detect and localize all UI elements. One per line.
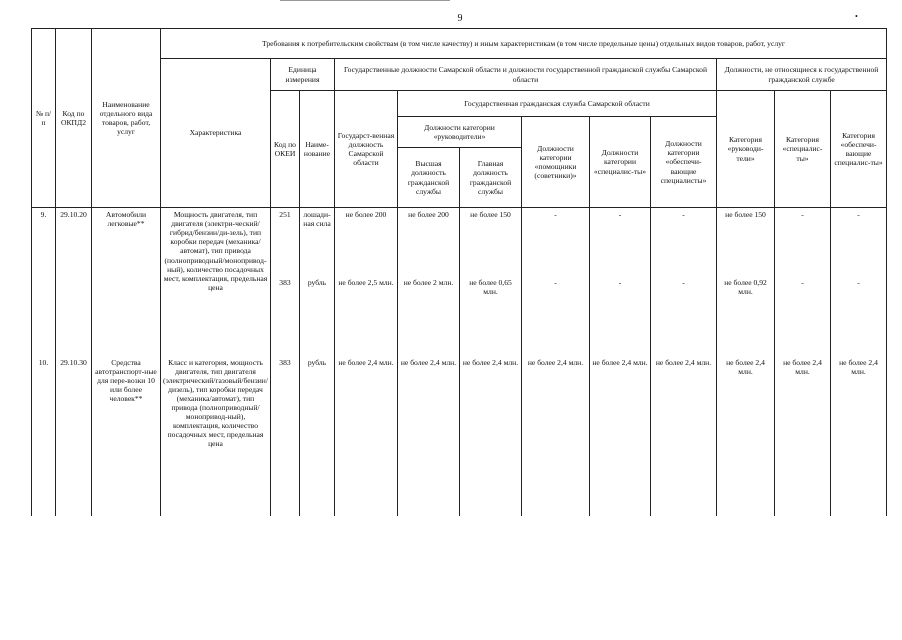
row10-cat-specialists: не более 2,4 млн. (775, 356, 831, 516)
row10-cat-managers: не более 2,4 млн. (717, 356, 775, 516)
row10-highest: не более 2,4 млн. (398, 356, 460, 516)
row9b-support: - (651, 276, 717, 356)
row9b-gov: не более 2,5 млн. (335, 276, 398, 356)
row9-characteristic: Мощность двигателя, тип двигателя (электри-ческий/гибрид/бензин/ди-зель), тип коробки передач (механика/ автомат), тип привода (полноприводный/монопривод-ный), количество посадочных мест, комплектация, предельная цена (161, 208, 271, 356)
row9b-specialists: - (590, 276, 651, 356)
row9b-okei: 383 (271, 276, 300, 356)
hdr-requirements: Требования к потребительским свойствам (в том числе качеству) и иным характеристикам (в том числе предельные цены) отдельных видов товаров, работ, услуг (161, 29, 887, 59)
row9a-unit: лошади-ная сила (300, 208, 335, 276)
row9-okpd: 29.10.20 (56, 208, 92, 356)
hdr-okei: Код по ОКЕИ (271, 91, 300, 208)
corner-mark: • (855, 12, 858, 21)
hdr-managers: Должности категории «руководители» (398, 117, 521, 148)
hdr-civil-service: Государственная гражданская служба Самарской области (398, 91, 717, 117)
row10-support: не более 2,4 млн. (651, 356, 717, 516)
row10-cat-support: не более 2,4 млн. (831, 356, 887, 516)
row10-num: 10. (32, 356, 56, 516)
hdr-non-gov: Должности, не относящиеся к государственной гражданской службе (717, 59, 887, 91)
hdr-cat-support: Категория «обеспечи-вающие специалис-ты» (831, 91, 887, 208)
table-row (32, 208, 887, 276)
row9b-highest: не более 2 млн. (398, 276, 460, 356)
hdr-main: Главная должность гражданской службы (469, 159, 512, 196)
row10-okpd: 29.10.30 (56, 356, 92, 516)
row9a-support: - (651, 208, 717, 276)
hdr-gov-pos: Государст-венная должность Самарской области (335, 91, 398, 208)
row9b-cat-support: - (831, 276, 887, 356)
hdr-okpd: Код по ОКПД2 (56, 29, 92, 208)
hdr-gov-positions: Государственные должности Самарской области и должности государственной гражданской службы Самарской области (335, 59, 717, 91)
hdr-cat-managers: Категория «руководи-тели» (717, 91, 775, 208)
hdr-assistants: Должности категории «помощники (советники)» (522, 117, 590, 208)
row10-unit: рубль (300, 356, 335, 516)
hdr-support: Должности категории «обеспечи-вающие специалисты» (651, 117, 717, 208)
row9a-highest: не более 200 (398, 208, 460, 276)
row9b-cat-managers: не более 0,92 млн. (717, 276, 775, 356)
table-main (31, 28, 887, 516)
hdr-unit: Единица измерения (271, 59, 335, 91)
page-number: 9 (457, 13, 463, 24)
table-row (32, 356, 887, 516)
row10-name: Средства автотранспорт-ные для пере-возки 10 или более человек** (92, 356, 161, 516)
row9b-assistants: - (522, 276, 590, 356)
hdr-item-name: Наименование отдельного вида товаров, работ, услуг (92, 29, 161, 208)
row9a-cat-support: - (831, 208, 887, 276)
row10-gov: не более 2,4 млн. (335, 356, 398, 516)
hdr-cat-specialists: Категория «специалис-ты» (775, 91, 831, 208)
row9a-cat-managers: не более 150 (717, 208, 775, 276)
row9a-gov: не более 200 (335, 208, 398, 276)
row9a-okei: 251 (271, 208, 300, 276)
hdr-num: № п/п (32, 29, 56, 208)
hdr-managers-block (398, 117, 522, 208)
row9-name: Автомобили легковые** (92, 208, 161, 356)
row9a-specialists: - (590, 208, 651, 276)
row9a-main: не более 150 (460, 208, 522, 276)
row10-main: не более 2,4 млн. (460, 356, 522, 516)
row10-specialists: не более 2,4 млн. (590, 356, 651, 516)
row9b-cat-specialists: - (775, 276, 831, 356)
row9a-cat-specialists: - (775, 208, 831, 276)
row10-okei: 383 (271, 356, 300, 516)
row10-assistants: не более 2,4 млн. (522, 356, 590, 516)
row9b-main: не более 0,65 млн. (460, 276, 522, 356)
hdr-unit-name: Наиме-нование (300, 91, 335, 208)
hdr-characteristic: Характеристика (161, 59, 271, 208)
row10-characteristic: Класс и категория, мощность двигателя, тип двигателя (электрический/газовый/бензин/дизель), тип коробки передач (механика/автомат), тип привода (полноприводный/монопривод-ный), комплектация, количество посадочных мест, предельная цена (161, 356, 271, 516)
hdr-highest: Высшая должность гражданской службы (398, 148, 460, 207)
row9-num: 9. (32, 208, 56, 356)
row9b-unit: рубль (300, 276, 335, 356)
row9a-assistants: - (522, 208, 590, 276)
top-edge-line (280, 0, 450, 1)
hdr-specialists: Должности категории «специалис-ты» (590, 117, 651, 208)
